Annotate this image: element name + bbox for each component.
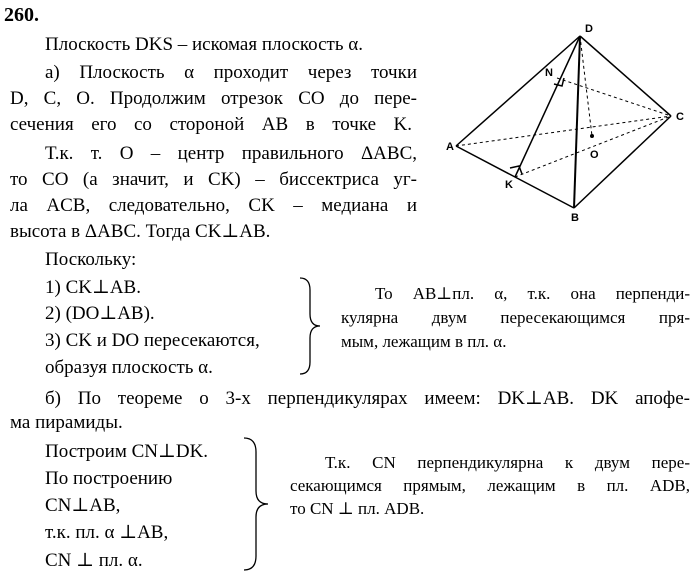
part-b-line-1: б) По теореме о 3-х перпендикулярах имеем: DK⊥AB. DK апофе-: [45, 388, 690, 409]
segment-DK: [515, 36, 580, 177]
conclusion-1-line-1: То AB⊥пл. α, т.к. она перпенди-: [375, 284, 690, 303]
problem-number: 260.: [4, 4, 39, 26]
hidden-edge-AC: [456, 116, 671, 146]
conclusion-2-line-3: то CN ⊥ пл. ADB.: [290, 499, 425, 518]
hidden-segment-NC: [557, 78, 671, 116]
part-a-line-6: ла ACB, следовательно, CK – медиана и: [10, 195, 417, 216]
label-C: C: [676, 111, 684, 123]
conclusion-1-line-2: кулярна двум пересекающимся пря-: [341, 308, 690, 327]
condition-4: образуя плоскость α.: [45, 357, 213, 378]
label-A: A: [446, 141, 454, 153]
conclusion-1-line-3: мым, лежащим в пл. α.: [341, 332, 507, 351]
conclusion-2-line-1: Т.к. CN перпендикулярна к двум пере-: [325, 453, 690, 472]
part-a-line-5: то CO (а значит, и CK) – биссектриса уг-: [10, 169, 417, 190]
label-N: N: [545, 67, 553, 79]
construction-5: CN ⊥ пл. α.: [45, 550, 143, 571]
intro-line: Плоскость DKS – искомая плоскость α.: [45, 34, 363, 55]
brace-1: [296, 276, 326, 376]
label-D: D: [585, 23, 593, 35]
part-a-line-7: высота в ΔABC. Тогда CK⊥AB.: [10, 221, 271, 242]
construction-1: Построим CN⊥DK.: [45, 441, 209, 462]
right-angle-K: [510, 166, 522, 174]
construction-3: CN⊥AB,: [45, 495, 121, 516]
construction-4: т.к. пл. α ⊥AB,: [45, 522, 169, 543]
part-a-line-2: D, C, O. Продолжим отрезок CO до пере-: [10, 88, 417, 109]
conclusion-2-line-2: секающимся прямым, лежащим в пл. ADB,: [290, 476, 690, 495]
edge-DC: [580, 36, 671, 116]
label-K: K: [505, 179, 513, 191]
part-a-line-3: сечения его со стороной AB в точке K.: [10, 114, 412, 135]
condition-1: 1) CK⊥AB.: [45, 277, 141, 298]
since-label: Поскольку:: [45, 249, 137, 270]
condition-3: 3) CK и DO пересекаются,: [45, 330, 260, 351]
construction-2: По построению: [45, 468, 173, 489]
label-O: O: [590, 149, 599, 161]
condition-2: 2) (DO⊥AB).: [45, 303, 155, 324]
pyramid-figure: [440, 18, 690, 228]
edge-DB: [574, 36, 580, 208]
brace-2: [240, 436, 274, 574]
part-a-line-4: Т.к. т. O – центр правильного ΔABC,: [45, 143, 417, 164]
part-b-line-2: ма пирамиды.: [10, 412, 123, 433]
point-O: [590, 134, 594, 138]
edge-DA: [456, 36, 580, 146]
part-a-line-1: а) Плоскость α проходит через точки: [45, 62, 417, 83]
label-B: B: [571, 212, 579, 224]
edge-BC: [574, 116, 671, 208]
